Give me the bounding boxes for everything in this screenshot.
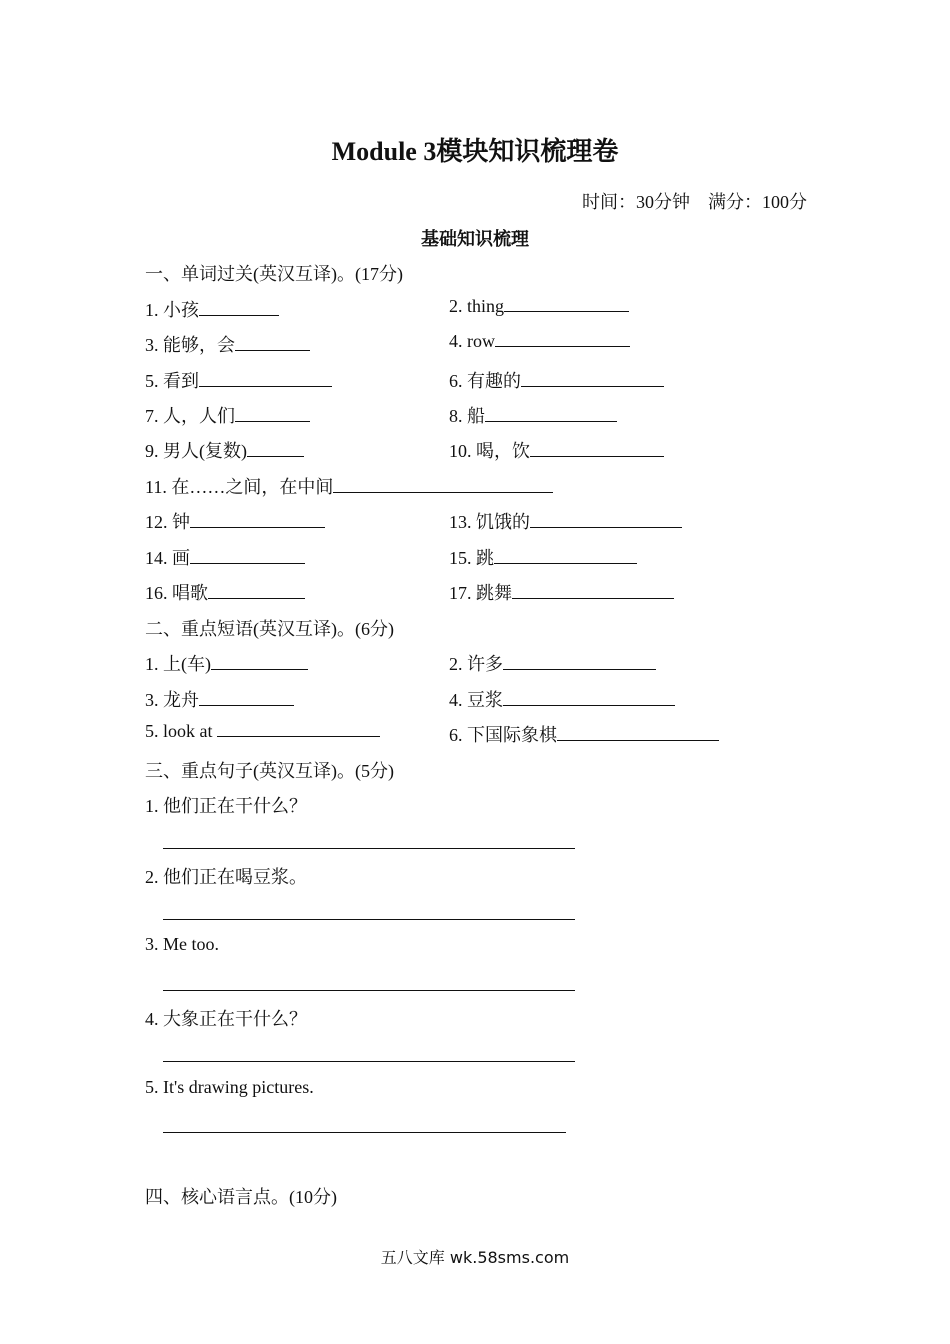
answer-line[interactable]: [163, 1114, 566, 1133]
list-item: 1. 上(车): [145, 650, 308, 676]
list-item: 2. thing: [449, 296, 629, 317]
list-item: 1. 小孩: [145, 296, 279, 322]
answer-blank[interactable]: [333, 477, 553, 493]
section3-heading: 三、重点句子(英汉互译)。(5分): [145, 761, 394, 781]
answer-blank[interactable]: [190, 512, 325, 528]
answer-blank[interactable]: [503, 654, 656, 670]
answer-line[interactable]: [163, 901, 575, 920]
list-item: 6. 有趣的: [449, 367, 664, 393]
list-item: 13. 饥饿的: [449, 508, 682, 534]
list-item: 5. It's drawing pictures.: [145, 1077, 314, 1097]
list-item: 11. 在……之间，在中间: [145, 473, 553, 499]
list-item: 14. 画: [145, 544, 305, 570]
section1-heading: 一、单词过关(英汉互译)。(17分): [145, 264, 403, 284]
answer-line[interactable]: [163, 830, 575, 849]
answer-blank[interactable]: [521, 371, 664, 387]
answer-blank[interactable]: [485, 406, 617, 422]
list-item: 1. 他们正在干什么？: [145, 796, 307, 816]
list-item: 4. 豆浆: [449, 686, 675, 712]
list-item: 3. Me too.: [145, 934, 219, 954]
answer-blank[interactable]: [247, 441, 304, 457]
list-item: 5. 看到: [145, 367, 332, 393]
answer-line[interactable]: [163, 972, 575, 991]
list-item: 17. 跳舞: [449, 579, 674, 605]
list-item: 2. 他们正在喝豆浆。: [145, 867, 307, 887]
answer-blank[interactable]: [512, 583, 674, 599]
answer-blank[interactable]: [211, 654, 308, 670]
list-item: 4. row: [449, 331, 630, 352]
list-item: 3. 能够，会: [145, 331, 310, 357]
answer-blank[interactable]: [504, 296, 629, 312]
exam-meta: 时间：30分钟 满分：100分: [582, 192, 807, 212]
list-item: 16. 唱歌: [145, 579, 305, 605]
answer-blank[interactable]: [235, 335, 310, 351]
list-item: 4. 大象正在干什么？: [145, 1009, 307, 1029]
list-item: 10. 喝，饮: [449, 437, 664, 463]
answer-blank[interactable]: [557, 725, 719, 741]
answer-blank[interactable]: [503, 690, 675, 706]
answer-blank[interactable]: [495, 331, 630, 347]
list-item: 6. 下国际象棋: [449, 721, 719, 747]
answer-blank[interactable]: [530, 512, 682, 528]
list-item: 2. 许多: [449, 650, 656, 676]
list-item: 3. 龙舟: [145, 686, 294, 712]
list-item: 9. 男人(复数): [145, 437, 304, 463]
answer-blank[interactable]: [208, 583, 305, 599]
section2-heading: 二、重点短语(英汉互译)。(6分): [145, 619, 394, 639]
page-title: Module 3模块知识梳理卷: [331, 137, 619, 166]
answer-blank[interactable]: [190, 548, 305, 564]
answer-blank[interactable]: [530, 441, 664, 457]
footer-watermark: 五八文库 wk.58sms.com: [380, 1248, 570, 1267]
answer-blank[interactable]: [199, 371, 332, 387]
answer-line[interactable]: [163, 1043, 575, 1062]
list-item: 12. 钟: [145, 508, 325, 534]
answer-blank[interactable]: [199, 300, 279, 316]
answer-blank[interactable]: [199, 690, 294, 706]
section4-heading: 四、核心语言点。(10分): [145, 1187, 337, 1207]
list-item: 7. 人，人们: [145, 402, 310, 428]
list-item: 15. 跳: [449, 544, 637, 570]
list-item: 8. 船: [449, 402, 617, 428]
answer-blank[interactable]: [494, 548, 637, 564]
answer-blank[interactable]: [217, 721, 380, 737]
section-group-title: 基础知识梳理: [421, 229, 529, 249]
list-item: 5. look at: [145, 721, 380, 742]
answer-blank[interactable]: [235, 406, 310, 422]
